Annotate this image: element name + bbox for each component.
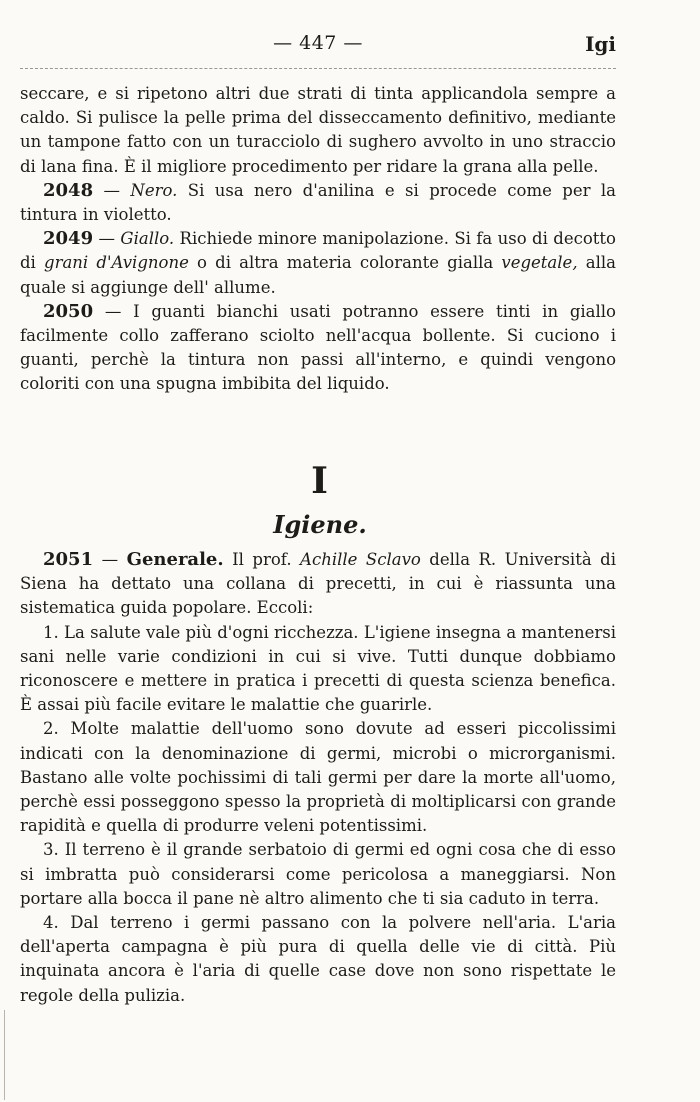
header-rule	[20, 68, 616, 69]
paragraph-label: Nero.	[130, 180, 178, 200]
paragraph-text: I guanti bianchi usati potranno essere tinti in giallo facilmente collo zafferano sciolto nell'acqua bollente. Si cuciono i guanti, perchè la tintura non passi all'interno, e quindi vengono coloriti con una spugna imbibita del liquido.	[20, 301, 616, 394]
paragraph-number: 2048	[43, 179, 94, 201]
section-letter: I	[311, 460, 329, 502]
paragraph-label: Giallo.	[120, 229, 175, 249]
paragraph-2050	[20, 300, 616, 397]
paragraph-text: 4. Dal terreno i germi passano con la polvere nell'aria. L'aria dell'aperta campagna è più pura di quella delle vie di città. Più inquinata ancora è l'aria di quelle case dove non sono rispettate le regole della pulizia.	[20, 913, 616, 1005]
paragraph-text: 3. Il terreno è il grande serbatoio di germi ed ogni cosa che di esso si imbratta può considerarsi come pericolosa a maneggiarsi. Non portare alla bocca il pane nè altro alimento che ti sia caduto in terra.	[20, 840, 616, 908]
running-head: Igi	[585, 32, 616, 56]
paragraph-lead: Generale.	[126, 549, 224, 570]
precept-2	[20, 717, 616, 838]
paragraph-text: 2. Molte malattie dell'uomo sono dovute ad esseri piccolissimi indicati con la denominazione di germi, microbi o microrganismi. Bastano alle volte pochissimi di tali germi per dare la morte all'uomo, perchè essi posseggono spesso la proprietà di moltiplicarsi con grande rapidità e quella di produrre veleni potentissimi.	[20, 719, 616, 836]
paragraph-text: alla quale si aggiunge dell' allume.	[20, 253, 616, 297]
paragraph-text: Il prof.	[223, 550, 301, 569]
dash: —	[93, 229, 121, 249]
precept-3	[20, 838, 616, 911]
paragraph-text: o di altra materia colorante gialla	[188, 253, 502, 273]
italic-name: Achille Sclavo	[300, 550, 421, 569]
precept-1	[20, 621, 616, 718]
paragraph-continued	[20, 82, 616, 179]
dash: —	[93, 550, 127, 569]
top-text-block	[20, 82, 616, 397]
section-title: Igiene.	[273, 510, 367, 539]
paragraph-text: Si usa nero d'anilina e si procede come per la tintura in violetto.	[20, 180, 616, 225]
dash: —	[93, 180, 131, 200]
paragraph-2049	[20, 227, 616, 300]
paragraph-text: 1. La salute vale più d'ogni ricchezza. L'igiene insegna a mantenersi sani nelle varie condizioni in cui si vive. Tutti dunque dobbiamo riconoscere e mettere in pratica i precetti di questa scienza benefica. È assai più facile evitare le malattie che guarirle.	[20, 622, 616, 715]
paragraph-text: Richiede minore manipolazione. Si fa uso di decotto di	[20, 229, 616, 273]
paragraph-number: 2051	[43, 549, 94, 570]
page-header	[20, 32, 616, 60]
margin-line	[4, 1010, 5, 1100]
page-number: — 447 —	[273, 32, 363, 54]
paragraph-2048	[20, 179, 616, 227]
paragraph-number: 2049	[43, 228, 94, 250]
precept-4	[20, 911, 616, 1008]
paragraph-2051	[20, 548, 616, 621]
paragraph-text: seccare, e si ripetono altri due strati di tinta applicandola sempre a caldo. Si pulisce la pelle prima del disseccamento definitivo, mediante un tampone fatto con un turacciolo di sughero avvolto in uno straccio di lana fina. È il migliore procedimento per ridare la grana alla pelle.	[20, 84, 616, 176]
italic-term: grani d'Avignone	[44, 253, 189, 273]
paragraph-number: 2050	[43, 300, 94, 322]
paragraph-text: della R. Università di Siena ha dettato una collana di precetti, in cui è riassunta una sistematica guida popolare. Eccoli:	[20, 550, 616, 618]
bottom-text-block	[20, 548, 616, 1008]
dash: —	[93, 301, 134, 321]
italic-term: vegetale,	[501, 253, 578, 273]
